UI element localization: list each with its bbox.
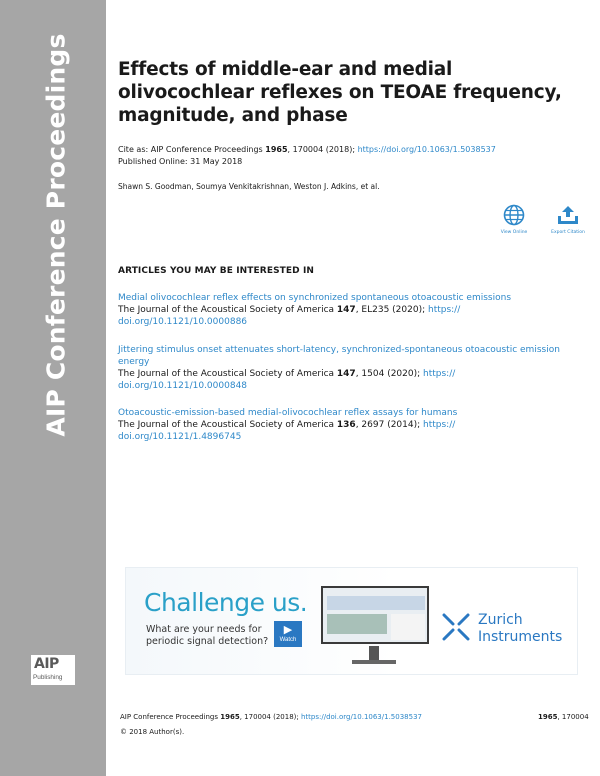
related-article-volume: 147 bbox=[336, 369, 356, 379]
zurich-instruments-logo-icon bbox=[441, 612, 471, 642]
related-article-journal: The Journal of the Acoustical Society of America bbox=[118, 369, 337, 379]
export-citation-button[interactable] bbox=[548, 204, 588, 235]
citation-doi-link[interactable]: https://doi.org/10.1063/1.5038537 bbox=[357, 145, 496, 154]
footer-doi-link[interactable]: https://doi.org/10.1063/1.5038537 bbox=[300, 713, 422, 721]
related-article-title[interactable]: Medial olivocochlear reflex effects on synchronized spontaneous otoacoustic emissions bbox=[118, 293, 512, 303]
footer-right-volume: 1965 bbox=[538, 713, 558, 721]
copyright: © 2018 Author(s). bbox=[120, 728, 185, 736]
footer-volume: 1965 bbox=[220, 713, 240, 721]
related-article-citation bbox=[118, 368, 578, 392]
ad-subtext: What are your needs for periodic signal detection? bbox=[146, 624, 269, 647]
globe-icon bbox=[503, 204, 525, 226]
ad-watch-button[interactable] bbox=[274, 621, 302, 647]
related-article-volume: 136 bbox=[336, 420, 356, 430]
view-online-button[interactable] bbox=[494, 204, 534, 235]
related-article-journal: The Journal of the Acoustical Society of America bbox=[118, 420, 337, 430]
view-online-label: View Online bbox=[500, 230, 528, 235]
related-article-1 bbox=[118, 292, 578, 328]
publishing-logo-text: Publishing bbox=[33, 674, 63, 681]
footer-rest: , 170004 (2018); bbox=[239, 713, 301, 721]
related-article-volume: 147 bbox=[336, 305, 356, 315]
authors-line: Shawn S. Goodman, Soumya Venkitakrishnan, Weston J. Adkins, et al. bbox=[118, 182, 380, 191]
related-article-citation bbox=[118, 419, 578, 443]
advertisement-banner[interactable] bbox=[125, 567, 578, 675]
related-article-details: , EL235 (2020); bbox=[355, 305, 428, 315]
ad-watch-label: Watch bbox=[279, 637, 297, 643]
aip-logo-text: AIP bbox=[34, 656, 59, 672]
export-icon bbox=[556, 204, 580, 226]
related-article-journal: The Journal of the Acoustical Society of America bbox=[118, 305, 337, 315]
monitor-stand bbox=[369, 646, 379, 660]
related-article-doi[interactable]: doi.org/10.1121/1.4896745 bbox=[118, 432, 242, 442]
related-article-2 bbox=[118, 344, 578, 392]
journal-name-vertical bbox=[26, 33, 86, 437]
footer-page-ref bbox=[538, 713, 589, 721]
published-online: Published Online: 31 May 2018 bbox=[118, 157, 243, 166]
brand-line-2: Instruments bbox=[478, 629, 563, 645]
related-article-details: , 2697 (2014); bbox=[355, 420, 424, 430]
citation-rest: , 170004 (2018); bbox=[287, 145, 358, 154]
monitor-base bbox=[352, 660, 396, 664]
footer-prefix: AIP Conference Proceedings bbox=[120, 713, 221, 721]
ad-headline: Challenge us. bbox=[144, 588, 308, 617]
journal-sidebar bbox=[0, 0, 106, 776]
footer-right-page: , 170004 bbox=[557, 713, 589, 721]
related-article-title[interactable]: Otoacoustic-emission-based medial-olivocochlear reflex assays for humans bbox=[118, 408, 458, 418]
related-article-doi-start[interactable]: https:// bbox=[423, 420, 456, 430]
monitor-screen-sidebar bbox=[391, 614, 425, 640]
related-articles-heading: ARTICLES YOU MAY BE INTERESTED IN bbox=[118, 266, 315, 276]
monitor-screen-plot bbox=[327, 596, 425, 610]
aip-publishing-logo[interactable] bbox=[31, 655, 75, 685]
related-article-3 bbox=[118, 407, 578, 443]
monitor-screen-panel bbox=[327, 614, 387, 634]
journal-name: AIP Conference Proceedings bbox=[41, 33, 71, 437]
article-title: Effects of middle-ear and medial olivocochlear reflexes on TEOAE frequency, magnitude, and phase bbox=[118, 59, 562, 126]
related-article-title[interactable]: Jittering stimulus onset attenuates short-latency, synchronized-spontaneous otoacoustic emission energy bbox=[118, 345, 560, 367]
zurich-instruments-brand bbox=[478, 612, 562, 646]
related-article-details: , 1504 (2020); bbox=[355, 369, 424, 379]
brand-line-1: Zurich bbox=[478, 612, 523, 628]
footer-citation bbox=[120, 713, 422, 721]
citation-volume: 1965 bbox=[265, 145, 288, 154]
monitor-image bbox=[321, 586, 429, 644]
related-article-citation bbox=[118, 304, 578, 328]
citation-line bbox=[118, 145, 496, 154]
related-article-doi[interactable]: doi.org/10.1121/10.0000886 bbox=[118, 317, 248, 327]
citation-prefix: Cite as: AIP Conference Proceedings bbox=[118, 145, 266, 154]
export-citation-label: Export Citation bbox=[551, 230, 585, 235]
related-article-doi-start[interactable]: https:// bbox=[423, 369, 456, 379]
play-icon: ▶ bbox=[283, 624, 293, 636]
related-article-doi[interactable]: doi.org/10.1121/10.0000848 bbox=[118, 381, 248, 391]
related-article-doi-start[interactable]: https:// bbox=[427, 305, 461, 315]
